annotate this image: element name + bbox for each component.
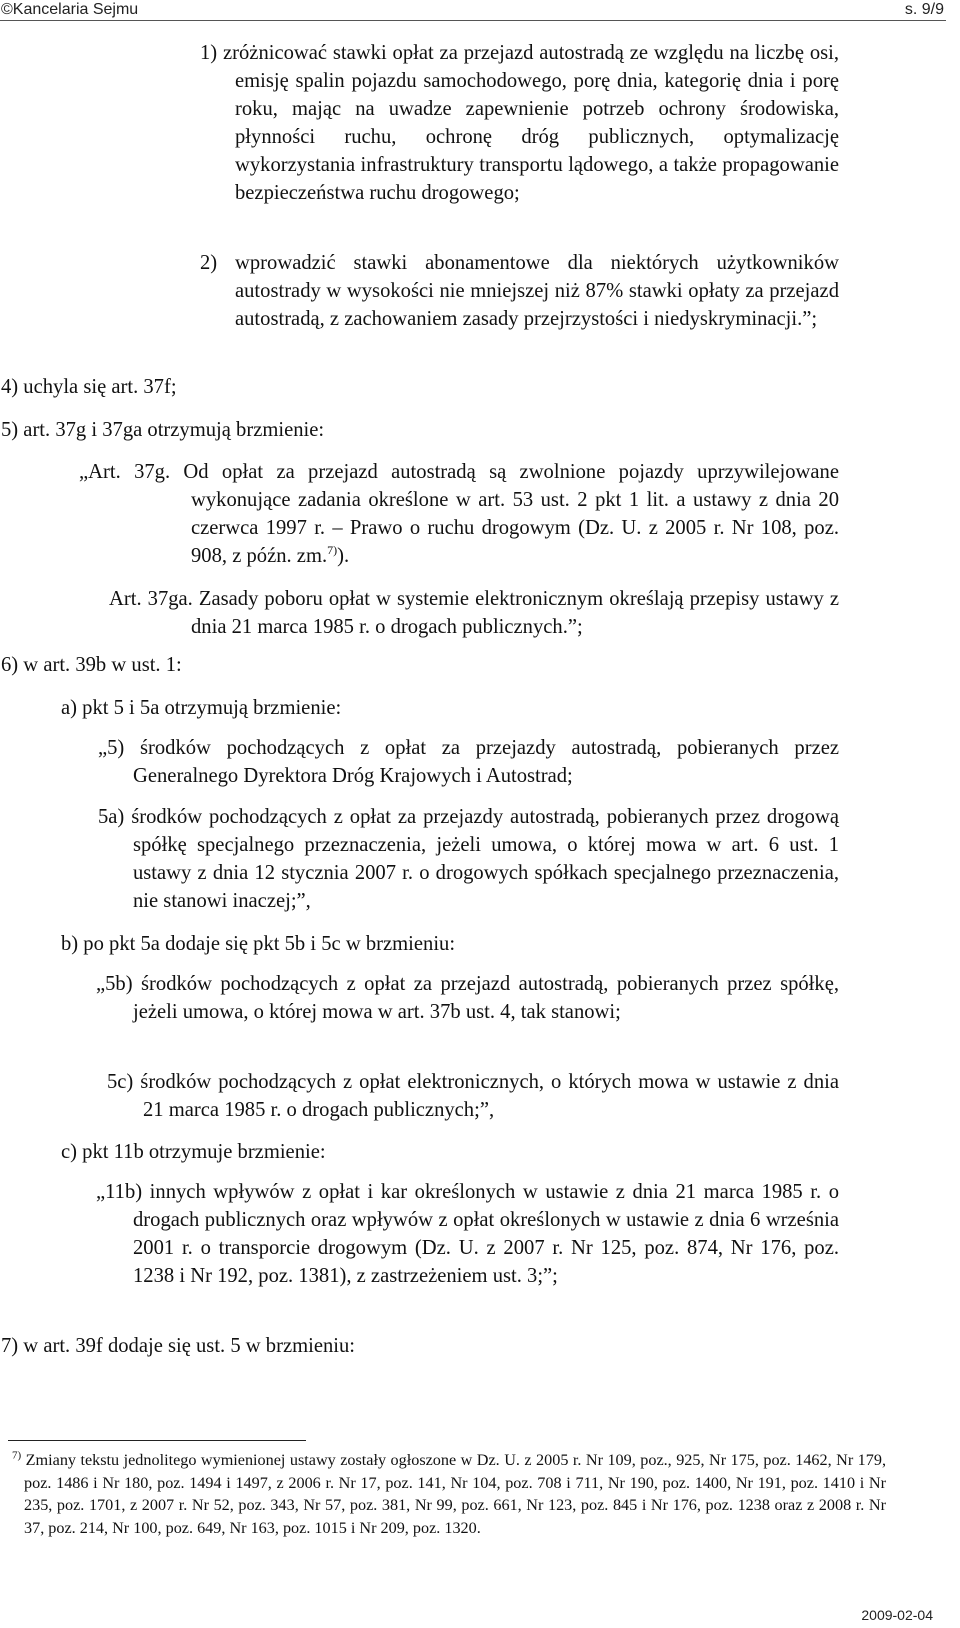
sub-b-text: b) po pkt 5a dodaje się pkt 5b i 5c w brzmieniu: <box>61 933 456 955</box>
point-5-text: 5) art. 37g i 37ga otrzymują brzmienie: <box>1 419 325 441</box>
copyright-header: ©Kancelaria Sejmu <box>1 1 139 18</box>
page-number: s. 9/9 <box>904 1 944 18</box>
pkt-5a-text: 5a) środków pochodzących z opłat za przejazdy autostradą, pobieranych przez drogową spółkę specjalnego przeznaczenia, jeżeli umowa, o której mowa w art. 6 ust. 1 ustawy z dnia 12 stycznia 2007 r. o drogowych spółkach specjalnego przeznaczenia, nie stanowi inaczej;”, <box>98 806 839 912</box>
sub-a-text: a) pkt 5 i 5a otrzymują brzmienie: <box>61 697 342 719</box>
point-7-text: 7) w art. 39f dodaje się ust. 5 w brzmieniu: <box>1 1335 356 1357</box>
footer-date: 2009-02-04 <box>861 1607 933 1623</box>
item-2-text: 2) wprowadzić stawki abonamentowe dla niektórych użytkowników autostrady w wysokości nie mniejszej niż 87% stawki opłaty za przejazd autostradą, z zachowaniem zasady przejrzystości i niedyskryminacji.”; <box>200 252 839 330</box>
pkt-5c-text: 5c) środków pochodzących z opłat elektronicznych, o których mowa w ustawie z dnia 21 marca 1985 r. o drogach publicznych;”, <box>107 1071 839 1121</box>
pkt-5-text: „5) środków pochodzących z opłat za przejazdy autostradą, pobieranych przez Generalnego Dyrektora Dróg Krajowych i Autostrad; <box>98 737 839 787</box>
point-6-text: 6) w art. 39b w ust. 1: <box>1 654 182 676</box>
footnote-text: Zmiany tekstu jednolitego wymienionej ustawy zostały ogłoszone w Dz. U. z 2005 r. Nr 109, poz., 925, Nr 175, poz. 1462, Nr 179, poz. 1486 i Nr 180, poz. 1494 i 1497, z 2006 r. Nr 17, poz. 141, Nr 104, poz. 708 i 711, Nr 190, poz. 1400, Nr 191, poz. 1410 i Nr 235, poz. 1701, z 2007 r. Nr 52, poz. 343, Nr 57, poz. 381, Nr 99, poz. 661, Nr 123, poz. 845 i Nr 176, poz. 1238 oraz z 2008 r. Nr 37, poz. 214, Nr 100, poz. 649, Nr 163, poz. 1015 i Nr 209, poz. 1320. <box>24 1451 887 1537</box>
article-37g-text: „Art. 37g. Od opłat za przejazd autostradą są zwolnione pojazdy uprzywilejowane wykonujące zadania określone w art. 53 ust. 2 pkt 1 lit. a ustawy z dnia 20 czerwca 1997 r. – Prawo o ruchu drogowym (Dz. U. z 2005 r. Nr 108, poz. 908, z późn. zm. <box>79 461 839 567</box>
article-37g <box>79 458 839 570</box>
point-4-text: 4) uchyla się art. 37f; <box>1 376 177 398</box>
pkt-11b-text: „11b) innych wpływów z opłat i kar określonych w ustawie z dnia 21 marca 1985 r. o drogach publicznych oraz wpływów z opłat określonych w ustawie z dnia 6 września 2001 r. o transporcie drogowym (Dz. U. z 2007 r. Nr 125, poz. 874, Nr 176, poz. 1238 i Nr 192, poz. 1381), z zastrzeżeniem ust. 3;”; <box>96 1181 839 1287</box>
footnote-ref-7: 7) <box>327 543 338 558</box>
pkt-5b-text: „5b) środków pochodzących z opłat za przejazd autostradą, pobieranych przez spółkę, jeżeli umowa, o której mowa w art. 37b ust. 4, tak stanowi; <box>96 973 839 1023</box>
sub-c-text: c) pkt 11b otrzymuje brzmienie: <box>61 1141 326 1163</box>
footnote-marker: 7) <box>12 1449 22 1462</box>
header-rule <box>0 20 946 21</box>
article-37ga: Art. 37ga. Zasady poboru opłat w systemie elektronicznym określają przepisy ustawy z dnia 21 marca 1985 r. o drogach publicznych.”; <box>109 588 839 638</box>
item-1-text: 1) zróżnicować stawki opłat za przejazd autostradą ze względu na liczbę osi, emisję spalin pojazdu samochodowego, porę dnia, kategorię dnia i porę roku, mając na uwadze zapewnienie potrzeb ochrony środowiska, płynności ruchu, ochronę dróg publicznych, optymalizację wykorzystania infrastruktury transportu lądowego, a także propagowanie bezpieczeństwa ruchu drogowego; <box>200 42 839 204</box>
footnote-rule <box>8 1440 306 1441</box>
article-37g-end: ). <box>337 545 350 567</box>
footnote-7 <box>12 1449 886 1539</box>
